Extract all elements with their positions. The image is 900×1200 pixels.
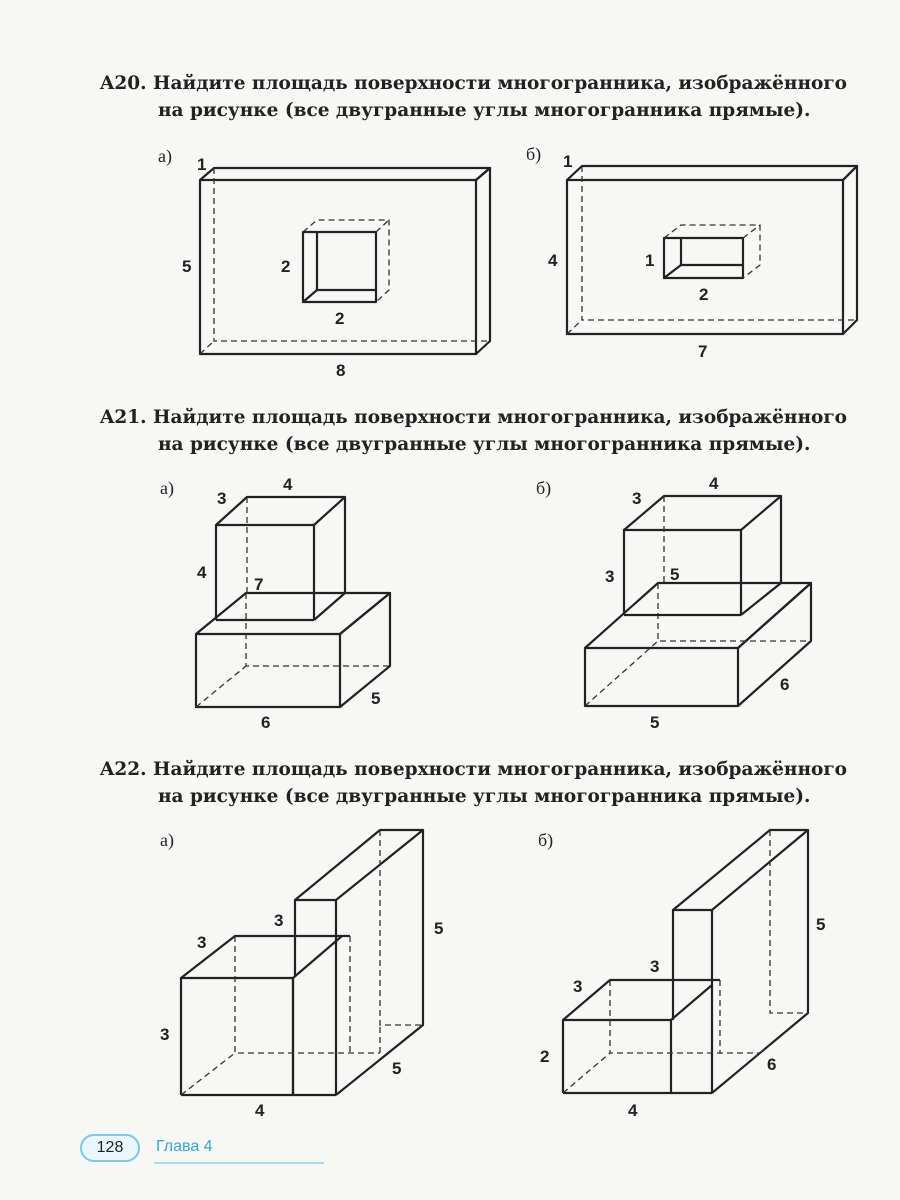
dim-depth: 5: [392, 1059, 402, 1078]
dim-height: 5: [182, 257, 192, 276]
dim-base-depth: 5: [371, 689, 381, 708]
page-footer: [80, 1132, 250, 1166]
hole-hidden-edges: [664, 225, 760, 278]
dim-low-depth: 3: [197, 933, 207, 952]
dim-depth: 6: [767, 1055, 777, 1074]
dim-base-width: 5: [650, 713, 660, 732]
slab-side-face: [843, 166, 857, 334]
dim-total-height: 5: [816, 915, 826, 934]
front-lower-face: [563, 1020, 671, 1093]
hole-edges: [664, 265, 743, 278]
base-hidden-edge: [585, 641, 658, 706]
slab-side-face: [476, 168, 490, 354]
dim-depth: 1: [563, 152, 573, 171]
hidden-edge: [563, 1053, 610, 1093]
slab-hidden-edges: [214, 168, 490, 341]
problem-text-line1: Найдите площадь поверхности многогранника, изображённого: [153, 759, 848, 780]
slab-top-face: [200, 168, 490, 180]
base-front-face: [585, 648, 738, 706]
problem-text-line2: на рисунке (все двугранные углы многогранника прямые).: [158, 434, 811, 455]
lower-top-edge: [293, 936, 342, 978]
figure-a20-a: [158, 146, 490, 380]
hidden-edge: [181, 1053, 235, 1095]
hole-hidden-edge: [743, 225, 760, 238]
tall-top-face: [673, 830, 808, 910]
sub-label: а): [158, 146, 172, 166]
slab-hidden-edges: [582, 166, 857, 320]
dim-top-width: 4: [709, 474, 719, 493]
problem-text-line1: Найдите площадь поверхности многогранника, изображённого: [153, 73, 848, 94]
dim-hole-height: 1: [645, 251, 655, 270]
hole-front: [664, 238, 743, 278]
figure-a22-b: [538, 830, 825, 1120]
base-top-face: [196, 593, 390, 634]
cube-top-face: [216, 497, 345, 525]
dim-total-height: 5: [670, 565, 680, 584]
base-side-face: [738, 583, 811, 706]
problem-number: A21.: [100, 407, 147, 428]
tall-top-face: [295, 830, 423, 900]
base-hidden-edge: [196, 666, 246, 707]
figure-a22-a: [160, 830, 443, 1120]
slab-top-face: [567, 166, 857, 180]
dim-height: 4: [548, 251, 558, 270]
hidden-edges: [610, 980, 760, 1053]
base-side-face: [340, 593, 390, 707]
dim-low-depth: 3: [573, 977, 583, 996]
dim-width: 4: [255, 1101, 265, 1120]
dim-top-width: 4: [283, 475, 293, 494]
figure-a21-b: [536, 474, 811, 732]
dim-width: 7: [698, 342, 708, 361]
dim-base-width: 6: [261, 713, 271, 732]
sub-label: а): [160, 830, 174, 850]
dim-width: 4: [628, 1101, 638, 1120]
slab-hidden-edge: [567, 320, 582, 334]
dim-hole-height: 2: [281, 257, 291, 276]
cube-side-face: [314, 497, 345, 620]
tall-front-face: [295, 900, 336, 1095]
dim-hole-width: 2: [335, 309, 345, 328]
sub-label: а): [160, 478, 174, 498]
sub-label: б): [538, 830, 554, 850]
problem-text-line2: на рисунке (все двугранные углы многогранника прямые).: [158, 786, 811, 807]
dim-width: 8: [336, 361, 346, 380]
problem-number: A20.: [100, 73, 147, 94]
chapter-title: Глава 4: [156, 1138, 213, 1155]
slab-hidden-edge: [200, 341, 214, 354]
dim-hole-width: 2: [699, 285, 709, 304]
cube-top-face: [624, 496, 781, 530]
problem-text-line1: Найдите площадь поверхности многогранника, изображённого: [153, 407, 848, 428]
problem-number: A22.: [100, 759, 147, 780]
footer-rule: [154, 1162, 324, 1164]
base-hidden-edges: [246, 593, 390, 666]
lower-top-edge: [671, 985, 712, 1020]
dim-top-height: 4: [197, 563, 207, 582]
sub-label: б): [526, 144, 542, 164]
hole-hidden-edge: [376, 220, 389, 232]
base-front-face: [196, 634, 340, 707]
page-number: 128: [80, 1134, 140, 1162]
dim-top-depth: 3: [217, 489, 227, 508]
dim-low-height: 2: [540, 1047, 550, 1066]
dim-low-height: 3: [160, 1025, 170, 1044]
hole-edge: [303, 290, 317, 302]
dim-total-height: 7: [254, 575, 264, 594]
dim-step-width: 3: [274, 911, 284, 930]
figure-a20-b: [526, 144, 857, 361]
slab-front-face: [567, 180, 843, 334]
dim-base-depth: 6: [780, 675, 790, 694]
front-lower-face: [181, 978, 293, 1095]
figure-a21-a: [160, 475, 390, 732]
dim-top-height: 3: [605, 567, 615, 586]
problem-text-line2: на рисунке (все двугранные углы многогранника прямые).: [158, 100, 811, 121]
hidden-edges: [235, 936, 380, 1053]
dim-total-height: 5: [434, 919, 444, 938]
lower-top-face: [563, 980, 720, 1020]
dim-depth: 1: [197, 155, 207, 174]
base-hidden-edges: [658, 583, 811, 641]
dim-step-width: 3: [650, 957, 660, 976]
cube-front-face: [624, 530, 741, 615]
dim-top-depth: 3: [632, 489, 642, 508]
sub-label: б): [536, 478, 552, 498]
